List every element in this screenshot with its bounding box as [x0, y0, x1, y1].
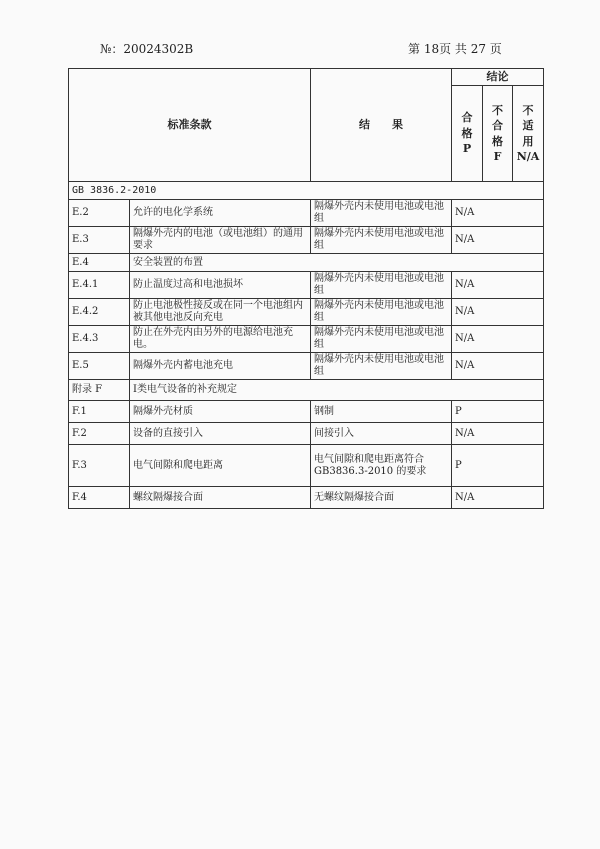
- requirement-text: 隔爆外壳材质: [130, 401, 311, 423]
- verdict: N/A: [452, 487, 544, 509]
- result-text: 隔爆外壳内未使用电池或电池组: [311, 326, 452, 353]
- clause-number: E.4.2: [69, 299, 130, 326]
- clause-header: 标准条款: [69, 69, 311, 182]
- verdict: N/A: [452, 200, 544, 227]
- verdict: N/A: [452, 326, 544, 353]
- requirement-text: 设备的直接引入: [130, 423, 311, 445]
- clause-number: E.4.3: [69, 326, 130, 353]
- clause-number: F.4: [69, 487, 130, 509]
- clause-number: F.3: [69, 445, 130, 487]
- result-text: 隔爆外壳内未使用电池或电池组: [311, 200, 452, 227]
- requirement-text: 螺纹隔爆接合面: [130, 487, 311, 509]
- clause-number: E.4: [69, 254, 130, 272]
- clause-number: 附录 F: [69, 380, 130, 401]
- not-applicable-header: 不 适 用 N/A: [513, 86, 544, 182]
- clause-number: E.5: [69, 353, 130, 380]
- clause-number: E.3: [69, 227, 130, 254]
- result-text: 隔爆外壳内未使用电池或电池组: [311, 353, 452, 380]
- fail-header: 不 合 格 F: [483, 86, 513, 182]
- requirement-text: 防止电池极性接反或在同一个电池组内被其他电池反向充电: [130, 299, 311, 326]
- result-text: 隔爆外壳内未使用电池或电池组: [311, 227, 452, 254]
- requirement-text: 隔爆外壳内的电池（或电池组）的通用要求: [130, 227, 311, 254]
- standard-row: GB 3836.2-2010: [69, 182, 544, 200]
- result-text: 钢制: [311, 401, 452, 423]
- verdict: P: [452, 401, 544, 423]
- result-text: 间接引入: [311, 423, 452, 445]
- verdict: N/A: [452, 423, 544, 445]
- requirement-text: 安全装置的布置: [130, 254, 544, 272]
- result-text: 无螺纹隔爆接合面: [311, 487, 452, 509]
- test-report-table: [68, 68, 544, 509]
- result-text: 隔爆外壳内未使用电池或电池组: [311, 299, 452, 326]
- clause-number: F.1: [69, 401, 130, 423]
- verdict: N/A: [452, 299, 544, 326]
- clause-number: F.2: [69, 423, 130, 445]
- page-info: 第 18页 共 27 页: [408, 42, 502, 56]
- verdict: N/A: [452, 353, 544, 380]
- result-text: 电气间隙和爬电距离符合GB3836.3-2010 的要求: [311, 445, 452, 487]
- report-number: №：20024302B: [100, 42, 194, 56]
- verdict: P: [452, 445, 544, 487]
- requirement-text: 隔爆外壳内蓄电池充电: [130, 353, 311, 380]
- requirement-text: Ⅰ类电气设备的补充规定: [130, 380, 544, 401]
- result-text: 隔爆外壳内未使用电池或电池组: [311, 272, 452, 299]
- clause-number: E.2: [69, 200, 130, 227]
- conclusion-header: 结论: [452, 69, 544, 86]
- requirement-text: 电气间隙和爬电距离: [130, 445, 311, 487]
- verdict: N/A: [452, 227, 544, 254]
- verdict: N/A: [452, 272, 544, 299]
- requirement-text: 防止在外壳内由另外的电源给电池充电。: [130, 326, 311, 353]
- result-header: 结 果: [311, 69, 452, 182]
- pass-header: 合 格 P: [452, 86, 483, 182]
- requirement-text: 允许的电化学系统: [130, 200, 311, 227]
- clause-number: E.4.1: [69, 272, 130, 299]
- requirement-text: 防止温度过高和电池损坏: [130, 272, 311, 299]
